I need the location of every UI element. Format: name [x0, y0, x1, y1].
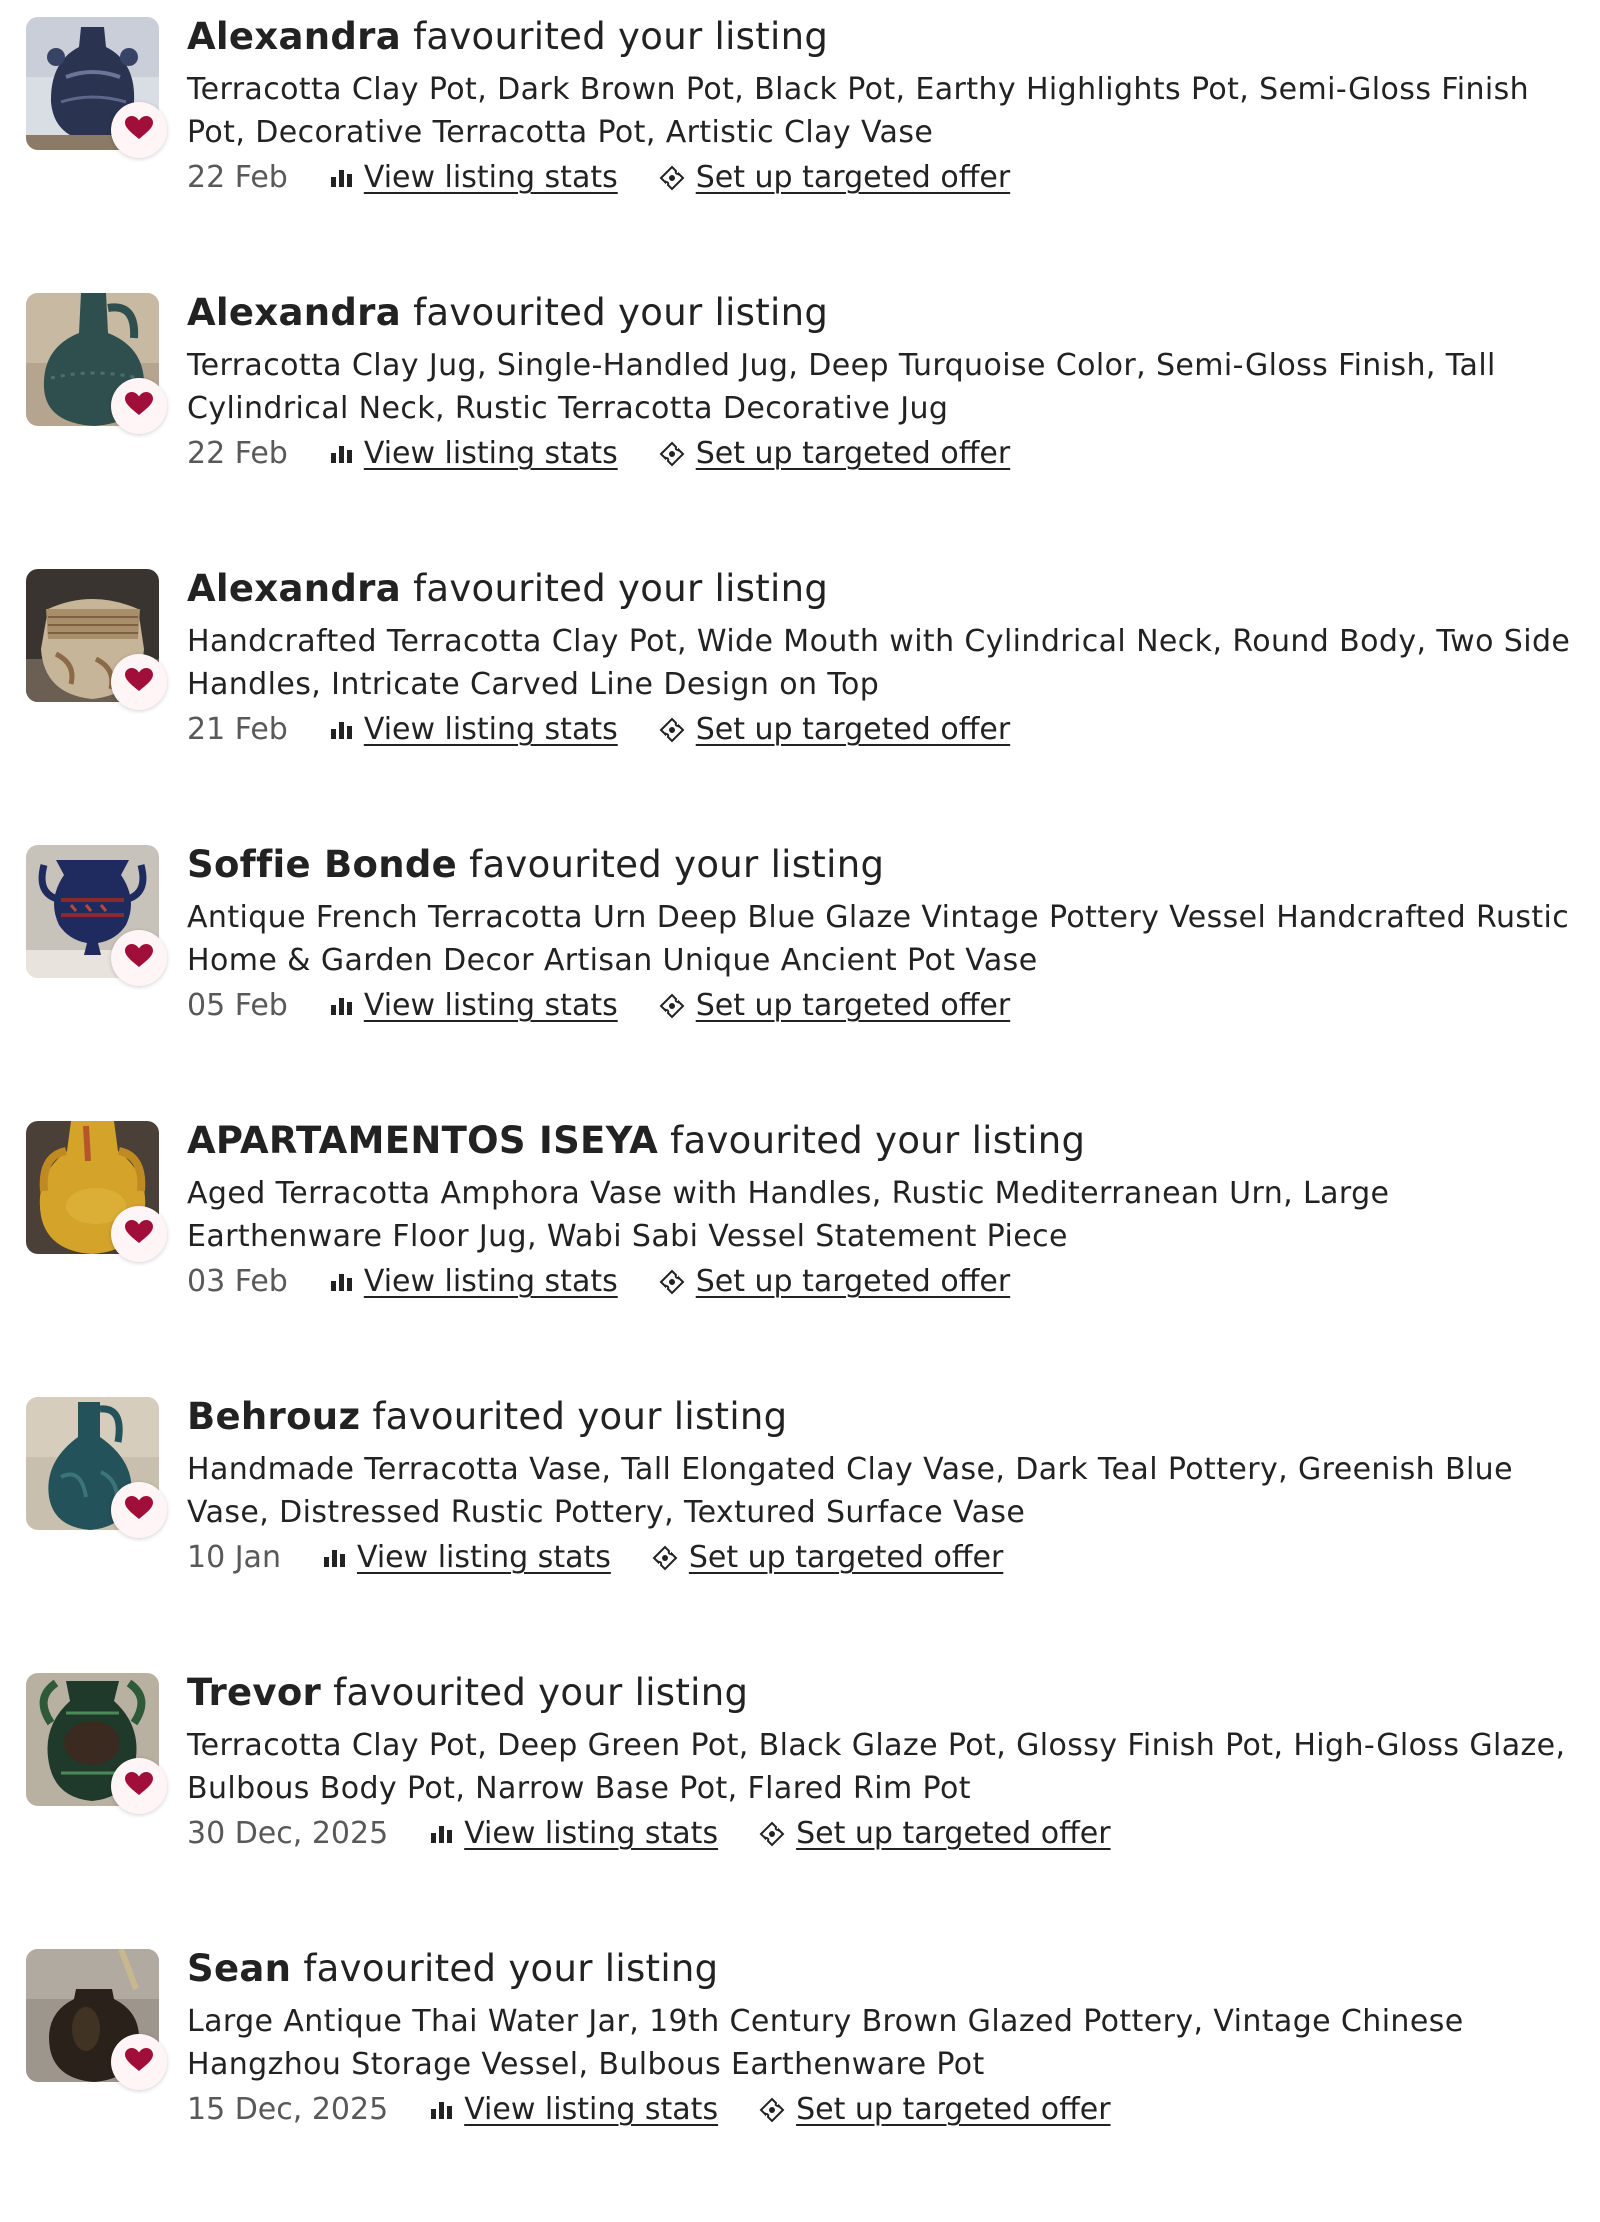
user-name[interactable]: Alexandra	[187, 291, 401, 334]
heart-icon	[125, 116, 153, 144]
bar-chart-icon	[330, 996, 354, 1016]
view-listing-stats-link[interactable]	[430, 1814, 718, 1854]
set-up-targeted-offer-label: Set up targeted offer	[695, 436, 1011, 471]
user-name[interactable]: Sean	[187, 1947, 292, 1990]
set-up-targeted-offer-label: Set up targeted offer	[796, 1816, 1111, 1851]
notification-content	[187, 1946, 1587, 2130]
heart-icon	[125, 2048, 153, 2076]
favourite-badge	[111, 102, 167, 158]
notification-headline	[187, 1670, 1587, 1716]
action-text: favourited your listing	[413, 567, 829, 610]
notification-item	[0, 1946, 1600, 2222]
notification-content	[187, 14, 1587, 198]
view-listing-stats-label: View listing stats	[363, 712, 618, 747]
view-listing-stats-label: View listing stats	[363, 436, 618, 471]
user-name[interactable]: APARTAMENTOS ISEYA	[187, 1119, 659, 1162]
set-up-targeted-offer-link[interactable]	[658, 986, 1010, 1026]
notification-content	[187, 842, 1587, 1026]
view-listing-stats-label: View listing stats	[363, 988, 618, 1023]
listing-title[interactable]: Large Antique Thai Water Jar, 19th Century Brown Glazed Pottery, Vintage Chinese Hangzhou Storage Vessel, Bulbous Earthenware Pot	[187, 2004, 1464, 2082]
notification-content	[187, 566, 1587, 750]
action-text: favourited your listing	[469, 843, 885, 886]
notification-item	[0, 1394, 1600, 1670]
ticket-tag-icon	[758, 1820, 786, 1848]
notification-content	[187, 290, 1587, 474]
view-listing-stats-label: View listing stats	[363, 160, 618, 195]
favourite-badge	[111, 930, 167, 986]
notification-date: 22 Feb	[187, 436, 288, 471]
listing-title[interactable]: Terracotta Clay Jug, Single-Handled Jug, Deep Turquoise Color, Semi-Gloss Finish, Tall Cylindrical Neck, Rustic Terracotta Decorative Jug	[187, 348, 1496, 426]
action-text: favourited your listing	[670, 1119, 1086, 1162]
set-up-targeted-offer-link[interactable]	[658, 158, 1010, 198]
listing-title[interactable]: Terracotta Clay Pot, Deep Green Pot, Black Glaze Pot, Glossy Finish Pot, High-Gloss Glaze, Bulbous Body Pot, Narrow Base Pot, Flared Rim Pot	[187, 1728, 1566, 1806]
set-up-targeted-offer-link[interactable]	[658, 434, 1010, 474]
favourite-badge	[111, 1482, 167, 1538]
ticket-tag-icon	[658, 164, 686, 192]
bar-chart-icon	[430, 1824, 454, 1844]
set-up-targeted-offer-label: Set up targeted offer	[796, 2092, 1111, 2127]
bar-chart-icon	[330, 1272, 354, 1292]
favourite-badge	[111, 654, 167, 710]
view-listing-stats-link[interactable]	[330, 434, 618, 474]
user-name[interactable]: Alexandra	[187, 15, 401, 58]
listing-title[interactable]: Handcrafted Terracotta Clay Pot, Wide Mouth with Cylindrical Neck, Round Body, Two Side Handles, Intricate Carved Line Design on Top	[187, 624, 1571, 702]
bar-chart-icon	[330, 168, 354, 188]
view-listing-stats-label: View listing stats	[363, 1264, 618, 1299]
listing-thumbnail[interactable]	[26, 293, 159, 426]
listing-thumbnail[interactable]	[26, 1121, 159, 1254]
favourite-badge	[111, 378, 167, 434]
notification-item	[0, 1670, 1600, 1946]
action-text: favourited your listing	[303, 1947, 719, 1990]
bar-chart-icon	[330, 444, 354, 464]
listing-thumbnail[interactable]	[26, 569, 159, 702]
notification-headline	[187, 1118, 1587, 1164]
listing-title[interactable]: Handmade Terracotta Vase, Tall Elongated Clay Vase, Dark Teal Pottery, Greenish Blue Vase, Distressed Rustic Pottery, Textured Surface Vase	[187, 1452, 1513, 1530]
set-up-targeted-offer-link[interactable]	[658, 710, 1010, 750]
set-up-targeted-offer-link[interactable]	[758, 1814, 1110, 1854]
notification-item	[0, 842, 1600, 1118]
listing-thumbnail[interactable]	[26, 1949, 159, 2082]
favourite-badge	[111, 1758, 167, 1814]
notification-meta	[187, 1538, 1587, 1578]
ticket-tag-icon	[658, 992, 686, 1020]
view-listing-stats-label: View listing stats	[464, 1816, 719, 1851]
notification-date: 05 Feb	[187, 988, 288, 1023]
ticket-tag-icon	[658, 1268, 686, 1296]
notification-headline	[187, 842, 1587, 888]
view-listing-stats-link[interactable]	[323, 1538, 611, 1578]
action-text: favourited your listing	[333, 1671, 749, 1714]
ticket-tag-icon	[651, 1544, 679, 1572]
notification-date: 03 Feb	[187, 1264, 288, 1299]
action-text: favourited your listing	[413, 291, 829, 334]
notification-date: 15 Dec, 2025	[187, 2092, 389, 2127]
view-listing-stats-label: View listing stats	[464, 2092, 719, 2127]
listing-thumbnail[interactable]	[26, 845, 159, 978]
action-text: favourited your listing	[372, 1395, 788, 1438]
notification-date: 10 Jan	[187, 1540, 281, 1575]
notification-date: 30 Dec, 2025	[187, 1816, 389, 1851]
view-listing-stats-link[interactable]	[330, 710, 618, 750]
set-up-targeted-offer-label: Set up targeted offer	[695, 712, 1011, 747]
notification-meta	[187, 710, 1587, 750]
listing-title[interactable]: Aged Terracotta Amphora Vase with Handles, Rustic Mediterranean Urn, Large Earthenware Floor Jug, Wabi Sabi Vessel Statement Piece	[187, 1176, 1390, 1254]
listing-thumbnail[interactable]	[26, 1397, 159, 1530]
notification-meta	[187, 1814, 1587, 1854]
listing-thumbnail[interactable]	[26, 1673, 159, 1806]
heart-icon	[125, 392, 153, 420]
notification-meta	[187, 986, 1587, 1026]
notification-content	[187, 1670, 1587, 1854]
heart-icon	[125, 668, 153, 696]
notification-item	[0, 566, 1600, 842]
notification-headline	[187, 1946, 1587, 1992]
user-name[interactable]: Behrouz	[187, 1395, 361, 1438]
favourite-badge	[111, 1206, 167, 1262]
notification-meta	[187, 2090, 1587, 2130]
notification-item	[0, 14, 1600, 290]
heart-icon	[125, 1220, 153, 1248]
listing-title[interactable]: Antique French Terracotta Urn Deep Blue Glaze Vintage Pottery Vessel Handcrafted Rustic Home & Garden Decor Artisan Unique Ancient Pot Vase	[187, 900, 1570, 978]
notification-meta	[187, 1262, 1587, 1302]
notification-date: 21 Feb	[187, 712, 288, 747]
notification-content	[187, 1118, 1587, 1302]
set-up-targeted-offer-link[interactable]	[658, 1262, 1010, 1302]
user-name[interactable]: Alexandra	[187, 567, 401, 610]
notification-meta	[187, 158, 1587, 198]
view-listing-stats-link[interactable]	[330, 986, 618, 1026]
set-up-targeted-offer-label: Set up targeted offer	[688, 1540, 1004, 1575]
bar-chart-icon	[430, 2100, 454, 2120]
notification-headline	[187, 566, 1587, 612]
bar-chart-icon	[330, 720, 354, 740]
bar-chart-icon	[323, 1548, 347, 1568]
notification-date: 22 Feb	[187, 160, 288, 195]
listing-thumbnail[interactable]	[26, 17, 159, 150]
action-text: favourited your listing	[413, 15, 829, 58]
ticket-tag-icon	[758, 2096, 786, 2124]
view-listing-stats-label: View listing stats	[356, 1540, 611, 1575]
notification-meta	[187, 434, 1587, 474]
set-up-targeted-offer-label: Set up targeted offer	[695, 988, 1011, 1023]
notification-headline	[187, 1394, 1587, 1440]
set-up-targeted-offer-label: Set up targeted offer	[695, 1264, 1011, 1299]
set-up-targeted-offer-link[interactable]	[651, 1538, 1003, 1578]
view-listing-stats-link[interactable]	[330, 158, 618, 198]
notification-headline	[187, 290, 1587, 336]
view-listing-stats-link[interactable]	[330, 1262, 618, 1302]
ticket-tag-icon	[658, 440, 686, 468]
set-up-targeted-offer-link[interactable]	[758, 2090, 1110, 2130]
user-name[interactable]: Soffie Bonde	[187, 843, 458, 886]
listing-title[interactable]: Terracotta Clay Pot, Dark Brown Pot, Black Pot, Earthy Highlights Pot, Semi-Gloss Finish Pot, Decorative Terracotta Pot, Artistic Clay Vase	[187, 72, 1530, 150]
user-name[interactable]: Trevor	[187, 1671, 322, 1714]
view-listing-stats-link[interactable]	[430, 2090, 718, 2130]
notification-headline	[187, 14, 1587, 60]
favourite-badge	[111, 2034, 167, 2090]
heart-icon	[125, 1496, 153, 1524]
notification-content	[187, 1394, 1587, 1578]
heart-icon	[125, 1772, 153, 1800]
notification-item	[0, 1118, 1600, 1394]
set-up-targeted-offer-label: Set up targeted offer	[695, 160, 1011, 195]
ticket-tag-icon	[658, 716, 686, 744]
heart-icon	[125, 944, 153, 972]
notification-item	[0, 290, 1600, 566]
